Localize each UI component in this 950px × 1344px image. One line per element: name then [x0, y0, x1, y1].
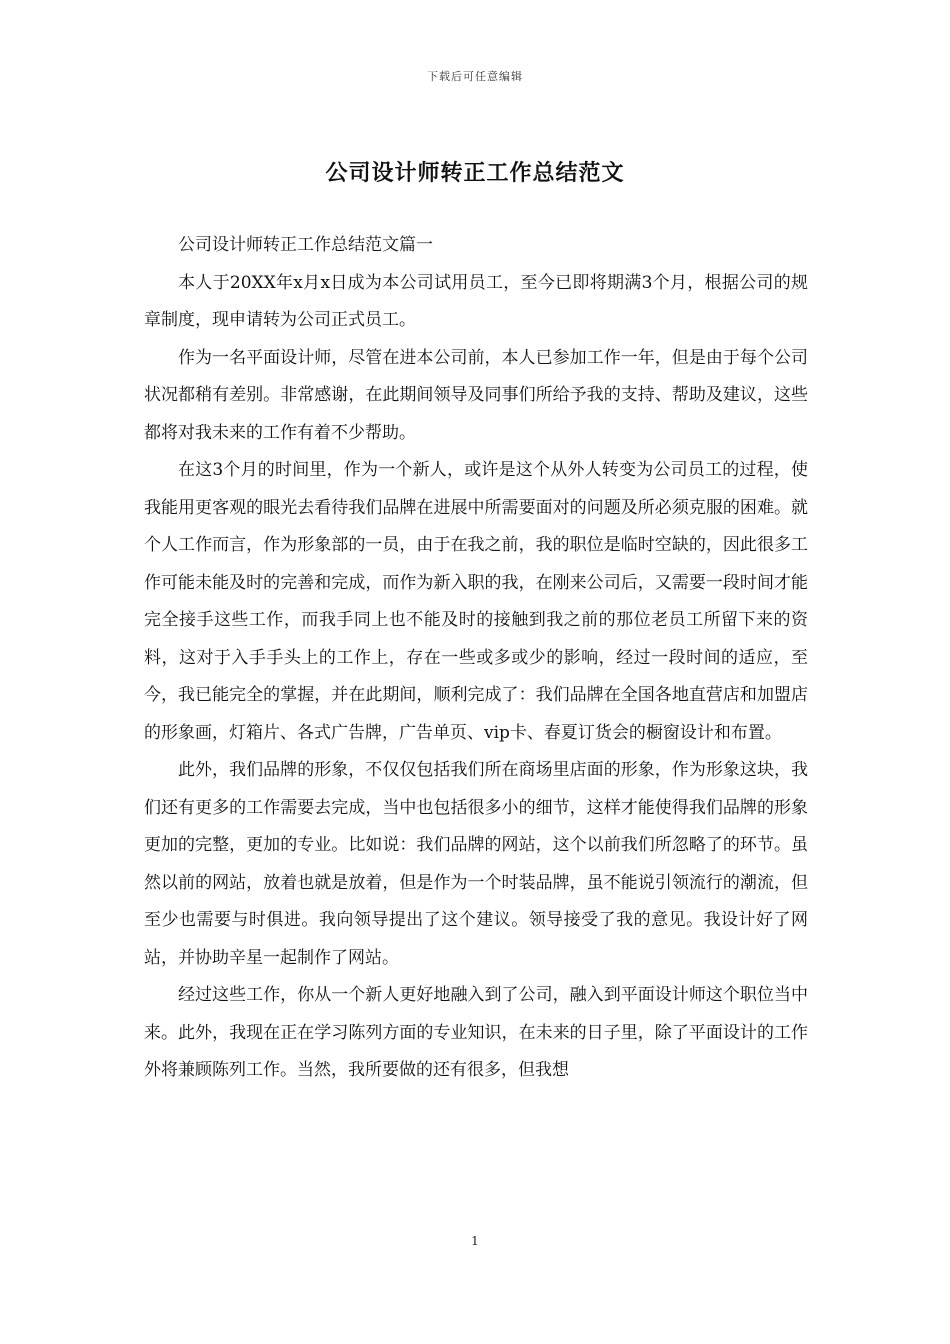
paragraph: 作为一名平面设计师，尽管在进本公司前，本人已参加工作一年，但是由于每个公司状况都稍有差别。非常感谢，在此期间领导及同事们所给予我的支持、帮助及建议，这些都将对我未来的工作有着不少帮助。: [144, 347, 808, 443]
document-title: 公司设计师转正工作总结范文: [325, 160, 625, 186]
section-heading: 公司设计师转正工作总结范文篇一: [178, 235, 433, 255]
paragraph: 经过这些工作，你从一个新人更好地融入到了公司，融入到平面设计师这个职位当中来。此外，我现在正在学习陈列方面的专业知识，在未来的日子里，除了平面设计的工作外将兼顾陈列工作。当然，我所要做的还有很多，但我想: [144, 985, 808, 1080]
paragraph: 本人于20XX年x月x日成为本公司试用员工，至今已即将期满3个月，根据公司的规章制度，现申请转为公司正式员工。: [144, 272, 808, 330]
paragraph: 在这3个月的时间里，作为一个新人，或许是这个从外人转变为公司员工的过程，使我能用更客观的眼光去看待我们品牌在进展中所需要面对的问题及所必须克服的困难。就个人工作而言，作为形象部的一员，由于在我之前，我的职位是临时空缺的，因此很多工作可能未能及时的完善和完成，而作为新入职的我，在刚来公司后，又需要一段时间才能完全接手这些工作，而我手同上也不能及时的接触到我之前的那位老员工所留下来的资料，这对于入手手头上的工作上，存在一些或多或少的影响，经过一段时间的适应，至今，我已能完全的掌握，并在此期间，顺利完成了：我们品牌在全国各地直营店和加盟店的形象画，灯箱片、各式广告牌，广告单页、vip卡、春夏订货会的橱窗设计和布置。: [144, 460, 808, 743]
paragraph: 此外，我们品牌的形象，不仅仅包括我们所在商场里店面的形象，作为形象这块，我们还有更多的工作需要去完成，当中也包括很多小的细节，这样才能使得我们品牌的形象更加的完整，更加的专业。比如说：我们品牌的网站，这个以前我们所忽略了的环节。虽然以前的网站，放着也就是放着，但是作为一个时装品牌，虽不能说引领流行的潮流，但至少也需要与时俱进。我向领导提出了这个建议。领导接受了我的意见。我设计好了网站，并协助辛星一起制作了网站。: [144, 760, 808, 968]
document-body: [144, 227, 808, 1090]
page-number: 1: [471, 1234, 479, 1248]
header-note: 下载后可任意编辑: [427, 70, 523, 83]
